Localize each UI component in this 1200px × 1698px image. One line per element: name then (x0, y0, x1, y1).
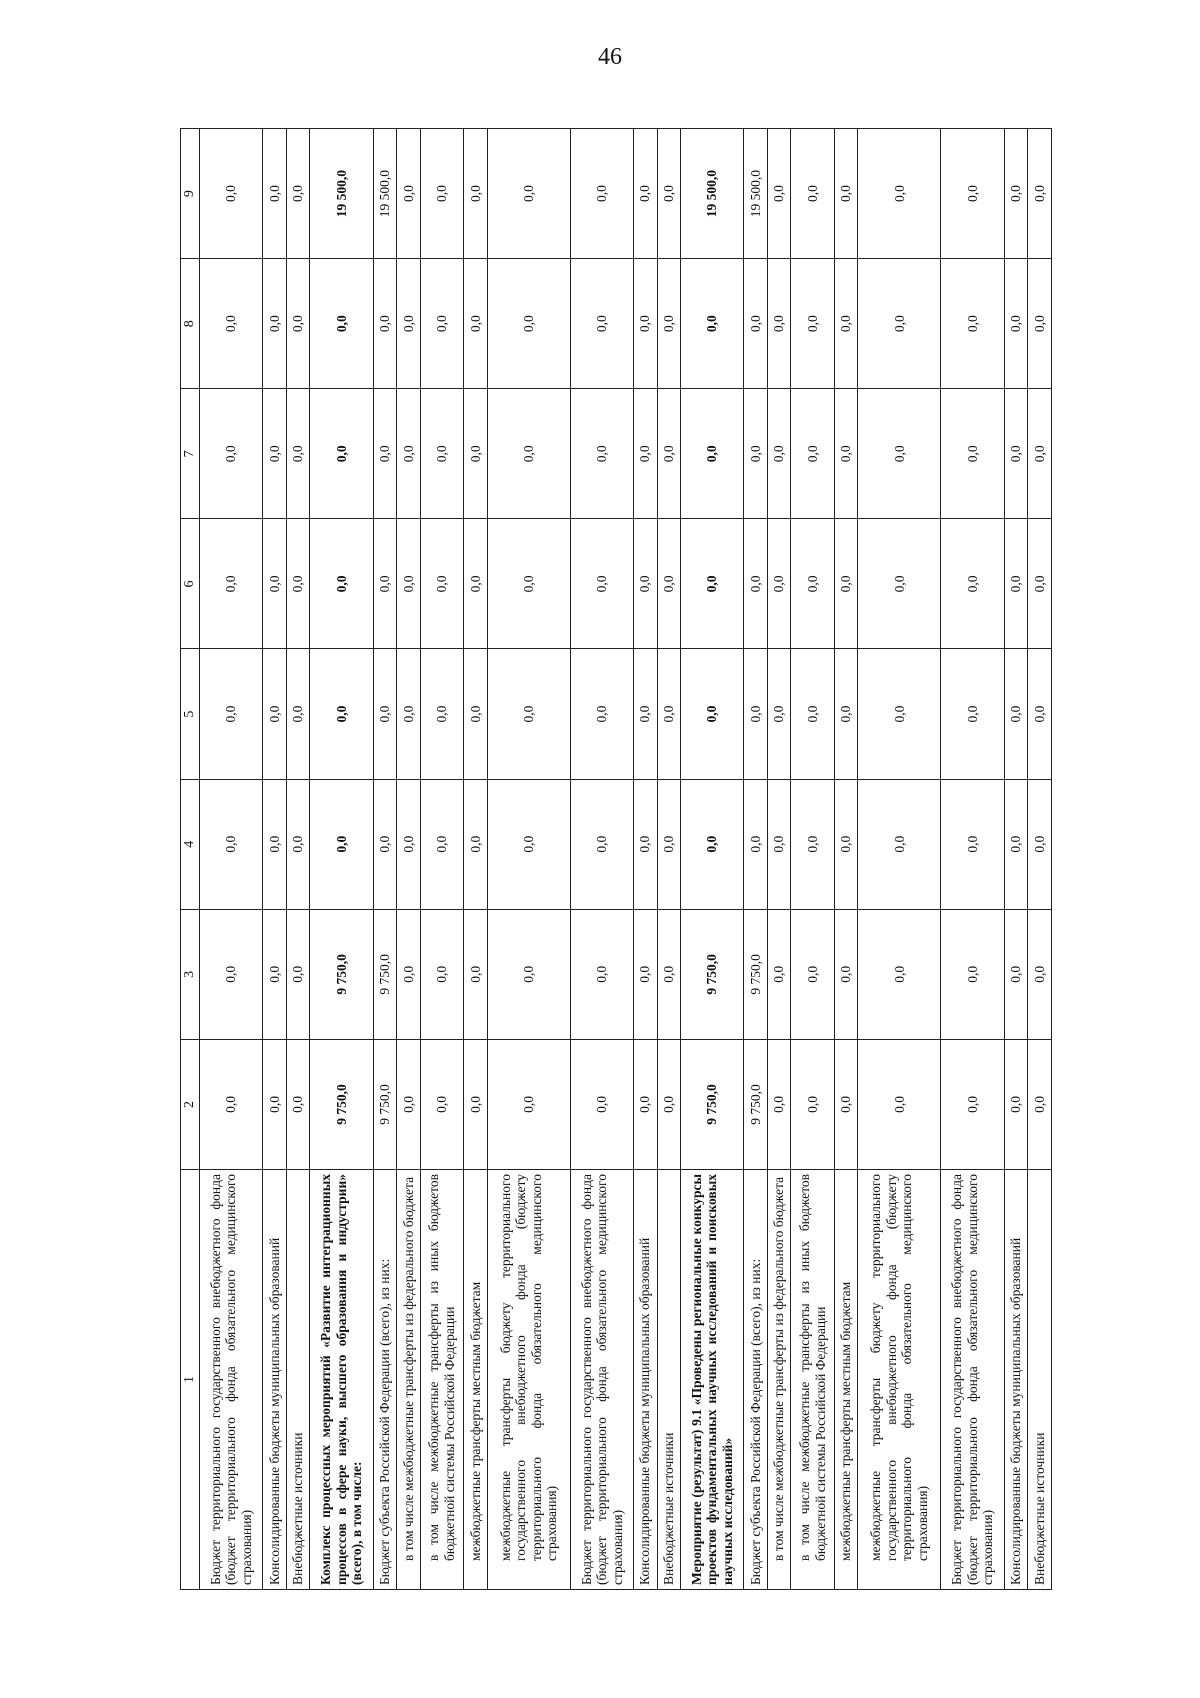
column-header: 9 (181, 129, 200, 259)
value-cell: 0,0 (1004, 779, 1028, 909)
row-label: в том числе межбюджетные трансферты из иных бюджетов бюджетной системы Российской Федерации (420, 1170, 463, 1590)
table-body (200, 129, 1052, 1590)
value-cell: 0,0 (373, 259, 397, 389)
value-cell: 0,0 (681, 519, 744, 649)
row-label: межбюджетные трансферты бюджету территориального государственного внебюджетного фонда (бюджету территориального фонда обязательного медицинского страхования) (858, 1170, 941, 1590)
value-cell: 0,0 (464, 1039, 488, 1169)
value-cell: 0,0 (791, 909, 834, 1039)
value-cell: 0,0 (570, 129, 633, 259)
value-cell: 0,0 (791, 519, 834, 649)
column-header: 8 (181, 259, 200, 389)
value-cell: 0,0 (263, 649, 287, 779)
value-cell: 0,0 (767, 779, 791, 909)
table-row (464, 129, 488, 1590)
value-cell: 0,0 (310, 259, 373, 389)
value-cell: 0,0 (420, 1039, 463, 1169)
value-cell: 0,0 (397, 779, 421, 909)
value-cell: 0,0 (286, 909, 310, 1039)
value-cell: 0,0 (744, 519, 768, 649)
value-cell: 0,0 (420, 389, 463, 519)
table-header-row (181, 129, 200, 1590)
value-cell: 0,0 (464, 129, 488, 259)
value-cell: 0,0 (487, 389, 570, 519)
value-cell: 0,0 (1004, 129, 1028, 259)
column-header: 7 (181, 389, 200, 519)
value-cell: 0,0 (791, 129, 834, 259)
value-cell: 0,0 (286, 129, 310, 259)
value-cell: 0,0 (200, 519, 263, 649)
value-cell: 0,0 (657, 389, 681, 519)
value-cell: 0,0 (767, 129, 791, 259)
value-cell: 0,0 (464, 519, 488, 649)
value-cell: 0,0 (263, 909, 287, 1039)
value-cell: 0,0 (941, 129, 1004, 259)
value-cell: 0,0 (310, 649, 373, 779)
value-cell: 0,0 (200, 649, 263, 779)
value-cell: 0,0 (286, 779, 310, 909)
value-cell: 0,0 (310, 779, 373, 909)
row-label: в том числе межбюджетные трансферты из федерального бюджета (397, 1170, 421, 1590)
value-cell: 0,0 (1028, 519, 1052, 649)
value-cell: 0,0 (263, 259, 287, 389)
value-cell: 0,0 (767, 259, 791, 389)
value-cell: 0,0 (791, 259, 834, 389)
value-cell: 0,0 (286, 649, 310, 779)
value-cell: 0,0 (633, 519, 657, 649)
value-cell: 0,0 (633, 779, 657, 909)
value-cell: 0,0 (744, 779, 768, 909)
value-cell: 0,0 (834, 389, 858, 519)
row-label: Бюджет субъекта Российской Федерации (всего), из них: (744, 1170, 768, 1590)
value-cell: 0,0 (397, 129, 421, 259)
value-cell: 0,0 (200, 779, 263, 909)
value-cell: 0,0 (397, 389, 421, 519)
value-cell: 0,0 (941, 779, 1004, 909)
value-cell: 0,0 (420, 909, 463, 1039)
value-cell: 0,0 (633, 259, 657, 389)
page-number: 46 (598, 44, 622, 70)
value-cell: 0,0 (941, 909, 1004, 1039)
value-cell: 0,0 (1028, 909, 1052, 1039)
value-cell: 0,0 (420, 649, 463, 779)
value-cell: 0,0 (657, 129, 681, 259)
value-cell: 0,0 (487, 129, 570, 259)
table-row (633, 129, 657, 1590)
budget-table (180, 128, 1052, 1590)
value-cell: 0,0 (286, 389, 310, 519)
table-row (744, 129, 768, 1590)
value-cell: 0,0 (791, 1039, 834, 1169)
value-cell: 0,0 (200, 129, 263, 259)
value-cell: 19 500,0 (373, 129, 397, 259)
row-label: межбюджетные трансферты местным бюджетам (464, 1170, 488, 1590)
value-cell: 0,0 (791, 649, 834, 779)
row-label: межбюджетные трансферты бюджету территориального государственного внебюджетного фонда (бюджету территориального фонда обязательного медицинского страхования) (487, 1170, 570, 1590)
row-label: Консолидированные бюджеты муниципальных образований (633, 1170, 657, 1590)
table-row (767, 129, 791, 1590)
value-cell: 0,0 (681, 259, 744, 389)
value-cell: 0,0 (657, 649, 681, 779)
value-cell: 0,0 (858, 129, 941, 259)
value-cell: 0,0 (373, 779, 397, 909)
table-row (570, 129, 633, 1590)
value-cell: 0,0 (858, 259, 941, 389)
value-cell: 0,0 (633, 649, 657, 779)
value-cell: 0,0 (570, 779, 633, 909)
value-cell: 0,0 (767, 389, 791, 519)
value-cell: 19 500,0 (681, 129, 744, 259)
value-cell: 0,0 (834, 1039, 858, 1169)
table-row (310, 129, 373, 1590)
value-cell: 0,0 (858, 649, 941, 779)
value-cell: 0,0 (1028, 649, 1052, 779)
value-cell: 0,0 (420, 259, 463, 389)
value-cell: 0,0 (464, 259, 488, 389)
table-row (397, 129, 421, 1590)
row-label: межбюджетные трансферты местным бюджетам (834, 1170, 858, 1590)
value-cell: 0,0 (397, 649, 421, 779)
value-cell: 0,0 (487, 259, 570, 389)
value-cell: 0,0 (657, 519, 681, 649)
value-cell: 0,0 (1004, 519, 1028, 649)
value-cell: 0,0 (744, 649, 768, 779)
value-cell: 0,0 (657, 1039, 681, 1169)
value-cell: 0,0 (941, 1039, 1004, 1169)
value-cell: 0,0 (570, 1039, 633, 1169)
row-label: Бюджет территориального государственного внебюджетного фонда (бюджет территориального фонда обязательного медицинского страхования) (570, 1170, 633, 1590)
value-cell: 0,0 (286, 1039, 310, 1169)
value-cell: 0,0 (633, 909, 657, 1039)
value-cell: 0,0 (767, 519, 791, 649)
value-cell: 19 500,0 (744, 129, 768, 259)
value-cell: 0,0 (858, 519, 941, 649)
value-cell: 0,0 (263, 129, 287, 259)
value-cell: 0,0 (373, 519, 397, 649)
value-cell: 0,0 (657, 259, 681, 389)
value-cell: 0,0 (744, 389, 768, 519)
value-cell: 0,0 (263, 519, 287, 649)
value-cell: 0,0 (681, 779, 744, 909)
value-cell: 0,0 (420, 129, 463, 259)
table-row (858, 129, 941, 1590)
row-label: в том числе межбюджетные трансферты из иных бюджетов бюджетной системы Российской Федерации (791, 1170, 834, 1590)
value-cell: 0,0 (633, 129, 657, 259)
value-cell: 0,0 (420, 779, 463, 909)
value-cell: 0,0 (834, 259, 858, 389)
value-cell: 0,0 (310, 389, 373, 519)
value-cell: 0,0 (1004, 389, 1028, 519)
column-header: 6 (181, 519, 200, 649)
value-cell: 0,0 (1004, 649, 1028, 779)
row-label: Внебюджетные источники (286, 1170, 310, 1590)
value-cell: 9 750,0 (744, 909, 768, 1039)
value-cell: 0,0 (570, 259, 633, 389)
value-cell: 0,0 (310, 519, 373, 649)
value-cell: 0,0 (1028, 779, 1052, 909)
column-header: 3 (181, 909, 200, 1039)
value-cell: 0,0 (286, 519, 310, 649)
value-cell: 0,0 (487, 519, 570, 649)
value-cell: 0,0 (200, 259, 263, 389)
value-cell: 0,0 (464, 649, 488, 779)
column-header: 5 (181, 649, 200, 779)
row-label: Бюджет территориального государственного внебюджетного фонда (бюджет территориального фонда обязательного медицинского страхования) (941, 1170, 1004, 1590)
value-cell: 0,0 (858, 1039, 941, 1169)
value-cell: 0,0 (681, 649, 744, 779)
value-cell: 9 750,0 (310, 1039, 373, 1169)
value-cell: 0,0 (834, 909, 858, 1039)
value-cell: 0,0 (633, 1039, 657, 1169)
value-cell: 9 750,0 (310, 909, 373, 1039)
value-cell: 0,0 (834, 649, 858, 779)
value-cell: 0,0 (570, 909, 633, 1039)
row-label: Внебюджетные источники (657, 1170, 681, 1590)
value-cell: 0,0 (657, 779, 681, 909)
value-cell: 0,0 (834, 779, 858, 909)
table-row (1028, 129, 1052, 1590)
rotated-table-container (180, 128, 1052, 1590)
value-cell: 0,0 (263, 389, 287, 519)
column-header: 4 (181, 779, 200, 909)
value-cell: 0,0 (570, 389, 633, 519)
value-cell: 0,0 (858, 909, 941, 1039)
value-cell: 0,0 (420, 519, 463, 649)
row-label: Мероприятие (результат) 9.1 «Проведены региональные конкурсы проектов фундаментальных научных исследований и поисковых научных исследований» (681, 1170, 744, 1590)
value-cell: 0,0 (1028, 129, 1052, 259)
value-cell: 0,0 (397, 1039, 421, 1169)
value-cell: 0,0 (464, 779, 488, 909)
value-cell: 0,0 (397, 519, 421, 649)
table-row (286, 129, 310, 1590)
value-cell: 0,0 (767, 649, 791, 779)
value-cell: 0,0 (397, 909, 421, 1039)
value-cell: 19 500,0 (310, 129, 373, 259)
value-cell: 0,0 (286, 259, 310, 389)
table-row (373, 129, 397, 1590)
value-cell: 9 750,0 (681, 909, 744, 1039)
row-label: Внебюджетные источники (1028, 1170, 1052, 1590)
table-row (1004, 129, 1028, 1590)
value-cell: 0,0 (487, 779, 570, 909)
column-header: 1 (181, 1170, 200, 1590)
column-header: 2 (181, 1039, 200, 1169)
value-cell: 0,0 (1004, 909, 1028, 1039)
row-label: Бюджет территориального государственного внебюджетного фонда (бюджет территориального фонда обязательного медицинского страхования) (200, 1170, 263, 1590)
value-cell: 0,0 (487, 909, 570, 1039)
value-cell: 0,0 (1004, 259, 1028, 389)
value-cell: 0,0 (263, 779, 287, 909)
value-cell: 0,0 (767, 1039, 791, 1169)
table-row (657, 129, 681, 1590)
value-cell: 0,0 (200, 909, 263, 1039)
table-row (791, 129, 834, 1590)
value-cell: 0,0 (397, 259, 421, 389)
value-cell: 0,0 (791, 389, 834, 519)
value-cell: 0,0 (941, 389, 1004, 519)
value-cell: 0,0 (657, 909, 681, 1039)
value-cell: 0,0 (858, 779, 941, 909)
value-cell: 0,0 (744, 259, 768, 389)
value-cell: 9 750,0 (744, 1039, 768, 1169)
value-cell: 9 750,0 (373, 1039, 397, 1169)
value-cell: 0,0 (1028, 259, 1052, 389)
value-cell: 0,0 (834, 129, 858, 259)
value-cell: 0,0 (1028, 389, 1052, 519)
value-cell: 0,0 (464, 389, 488, 519)
table-row (200, 129, 263, 1590)
row-label: Комплекс процессных мероприятий «Развитие интеграционных процессов в сфере науки, высшего образования и индустрии» (всего), в том числе: (310, 1170, 373, 1590)
value-cell: 0,0 (373, 649, 397, 779)
value-cell: 0,0 (200, 389, 263, 519)
value-cell: 0,0 (1028, 1039, 1052, 1169)
row-label: Консолидированные бюджеты муниципальных образований (1004, 1170, 1028, 1590)
value-cell: 0,0 (767, 909, 791, 1039)
table-row (834, 129, 858, 1590)
value-cell: 0,0 (941, 649, 1004, 779)
value-cell: 0,0 (570, 649, 633, 779)
value-cell: 0,0 (464, 909, 488, 1039)
value-cell: 0,0 (941, 519, 1004, 649)
table-row (487, 129, 570, 1590)
row-label: Консолидированные бюджеты муниципальных образований (263, 1170, 287, 1590)
value-cell: 0,0 (487, 1039, 570, 1169)
value-cell: 0,0 (200, 1039, 263, 1169)
table-row (681, 129, 744, 1590)
value-cell: 0,0 (570, 519, 633, 649)
row-label: в том числе межбюджетные трансферты из федерального бюджета (767, 1170, 791, 1590)
value-cell: 0,0 (373, 389, 397, 519)
value-cell: 0,0 (263, 1039, 287, 1169)
value-cell: 0,0 (633, 389, 657, 519)
value-cell: 0,0 (834, 519, 858, 649)
value-cell: 9 750,0 (373, 909, 397, 1039)
value-cell: 0,0 (487, 649, 570, 779)
table-row (420, 129, 463, 1590)
value-cell: 9 750,0 (681, 1039, 744, 1169)
table-row (941, 129, 1004, 1590)
value-cell: 0,0 (941, 259, 1004, 389)
table-row (263, 129, 287, 1590)
value-cell: 0,0 (858, 389, 941, 519)
value-cell: 0,0 (791, 779, 834, 909)
row-label: Бюджет субъекта Российской Федерации (всего), из них: (373, 1170, 397, 1590)
value-cell: 0,0 (681, 389, 744, 519)
value-cell: 0,0 (1004, 1039, 1028, 1169)
